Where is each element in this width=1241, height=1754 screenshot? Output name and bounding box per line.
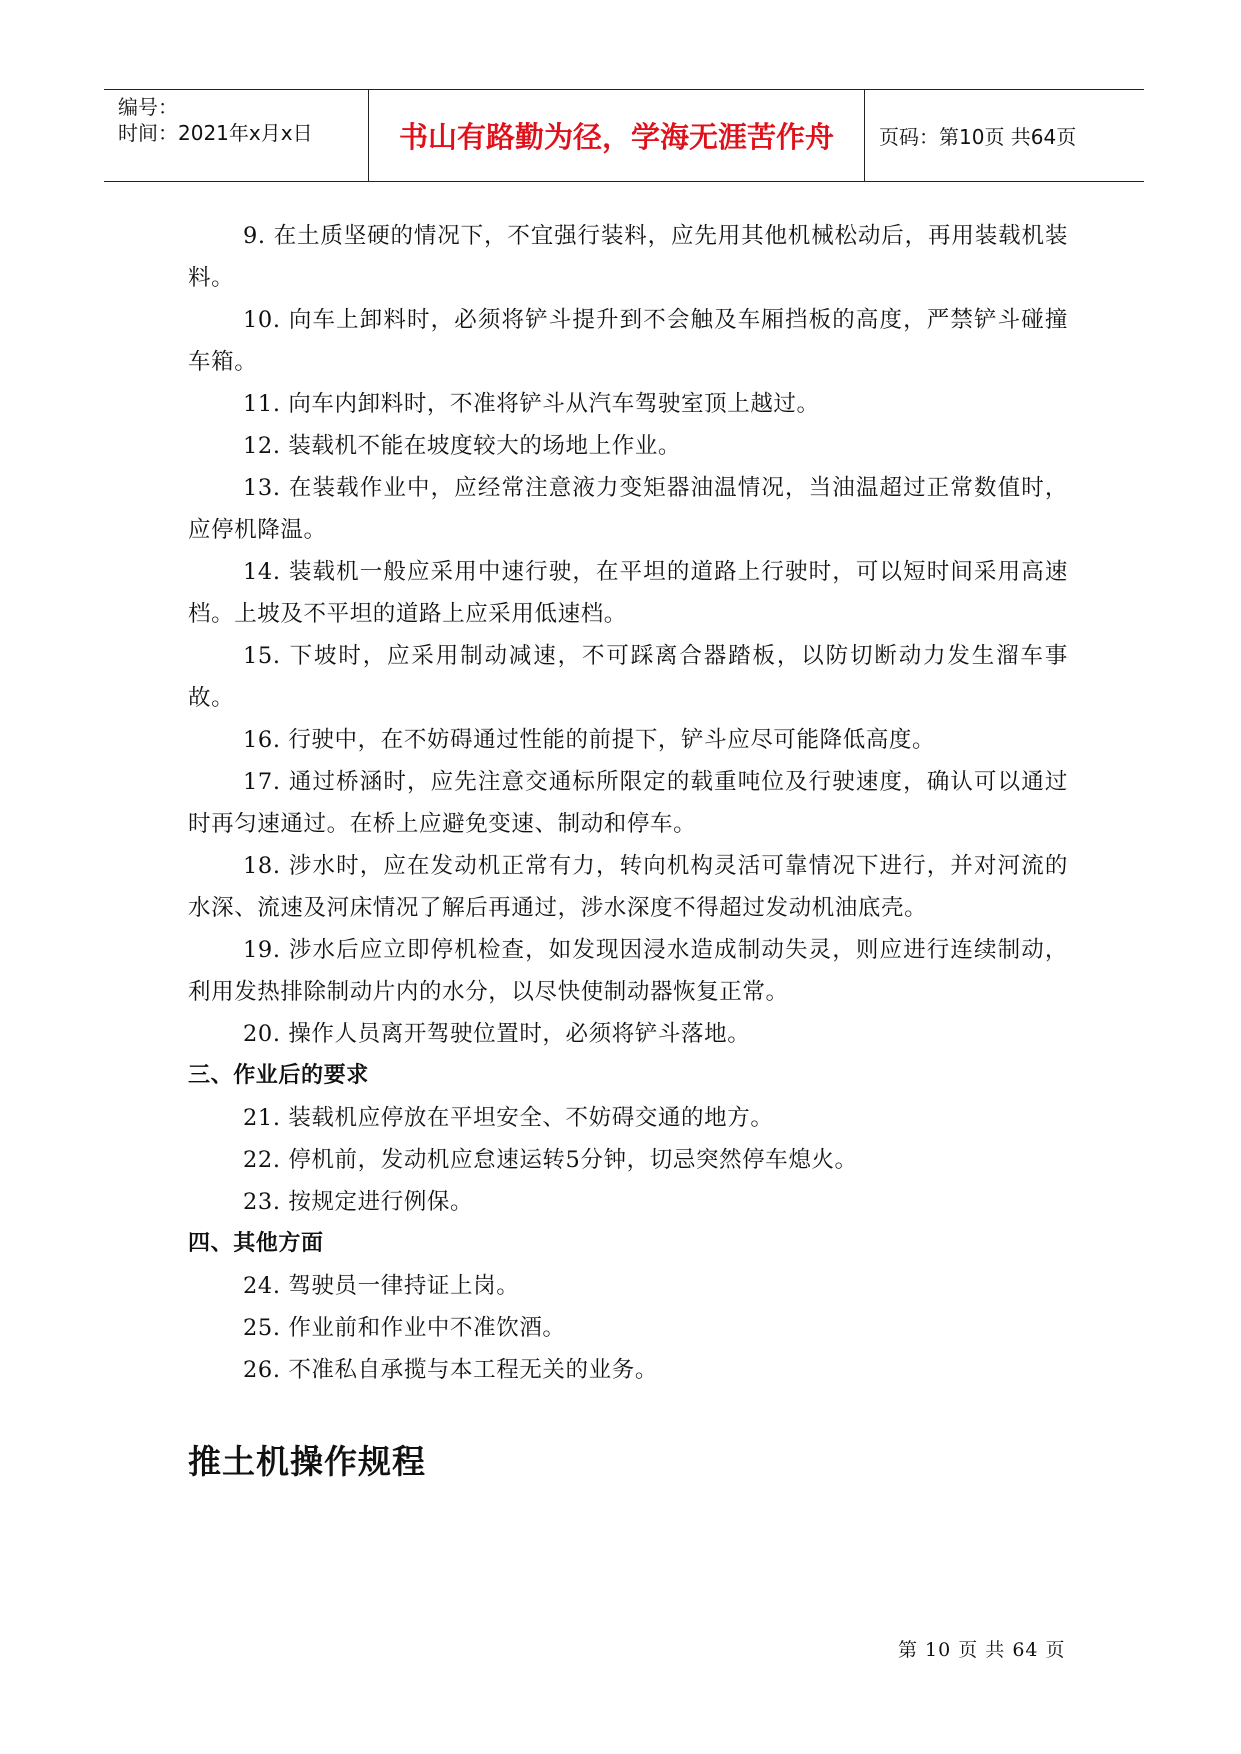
paragraph-23: 23. 按规定进行例保。	[243, 1189, 474, 1215]
paragraph-13: 13. 在装载作业中，应经常注意液力变矩器油温情况，当油温超过正常数值时，应停机降温。	[188, 475, 1068, 543]
paragraph-16: 16. 行驶中，在不妨碍通过性能的前提下，铲斗应尽可能降低高度。	[243, 727, 936, 753]
page-footer: 第 10 页 共 64 页	[898, 1639, 1066, 1661]
paragraph-25: 25. 作业前和作业中不准饮酒。	[243, 1315, 566, 1341]
paragraph-14: 14. 装载机一般应采用中速行驶，在平坦的道路上行驶时，可以短时间采用高速档。上坡及不平坦的道路上应采用低速档。	[188, 559, 1068, 627]
document-number-label: 编号：	[118, 95, 178, 119]
paragraph-18: 18. 涉水时，应在发动机正常有力，转向机构灵活可靠情况下进行，并对河流的水深、流速及河床情况了解后再通过，涉水深度不得超过发动机油底壳。	[188, 853, 1068, 921]
paragraph-12: 12. 装载机不能在坡度较大的场地上作业。	[243, 433, 682, 459]
document-title: 推土机操作规程	[188, 1442, 426, 1481]
paragraph-11: 11. 向车内卸料时，不准将铲斗从汽车驾驶室顶上越过。	[243, 391, 820, 417]
paragraph-15: 15. 下坡时，应采用制动减速，不可踩离合器踏板，以防切断动力发生溜车事故。	[188, 643, 1068, 711]
document-time-label: 时间：2021年x月x日	[118, 121, 313, 145]
paragraph-20: 20. 操作人员离开驾驶位置时，必须将铲斗落地。	[243, 1021, 751, 1047]
header-info-cell	[104, 90, 369, 181]
paragraph-22: 22. 停机前，发动机应怠速运转5分钟，切忌突然停车熄火。	[243, 1147, 858, 1173]
document-body	[188, 215, 1068, 1391]
page-header	[104, 89, 1144, 182]
section-heading-other: 四、其他方面	[188, 1231, 324, 1256]
paragraph-19: 19. 涉水后应立即停机检查，如发现因浸水造成制动失灵，则应进行连续制动，利用发热排除制动片内的水分，以尽快使制动器恢复正常。	[188, 937, 1068, 1005]
paragraph-9: 9. 在土质坚硬的情况下，不宜强行装料，应先用其他机械松动后，再用装载机装料。	[188, 223, 1068, 291]
paragraph-21: 21. 装载机应停放在平坦安全、不妨碍交通的地方。	[243, 1105, 774, 1131]
header-page-info: 页码：第10页 共64页	[879, 125, 1077, 149]
header-motto: 书山有路勤为径，学海无涯苦作舟	[369, 90, 865, 181]
paragraph-26: 26. 不准私自承揽与本工程无关的业务。	[243, 1357, 658, 1383]
paragraph-10: 10. 向车上卸料时，必须将铲斗提升到不会触及车厢挡板的高度，严禁铲斗碰撞车箱。	[188, 307, 1068, 375]
paragraph-24: 24. 驾驶员一律持证上岗。	[243, 1273, 520, 1299]
paragraph-17: 17. 通过桥涵时，应先注意交通标所限定的载重吨位及行驶速度，确认可以通过时再匀速通过。在桥上应避免变速、制动和停车。	[188, 769, 1068, 837]
section-heading-after-work: 三、作业后的要求	[188, 1063, 369, 1088]
